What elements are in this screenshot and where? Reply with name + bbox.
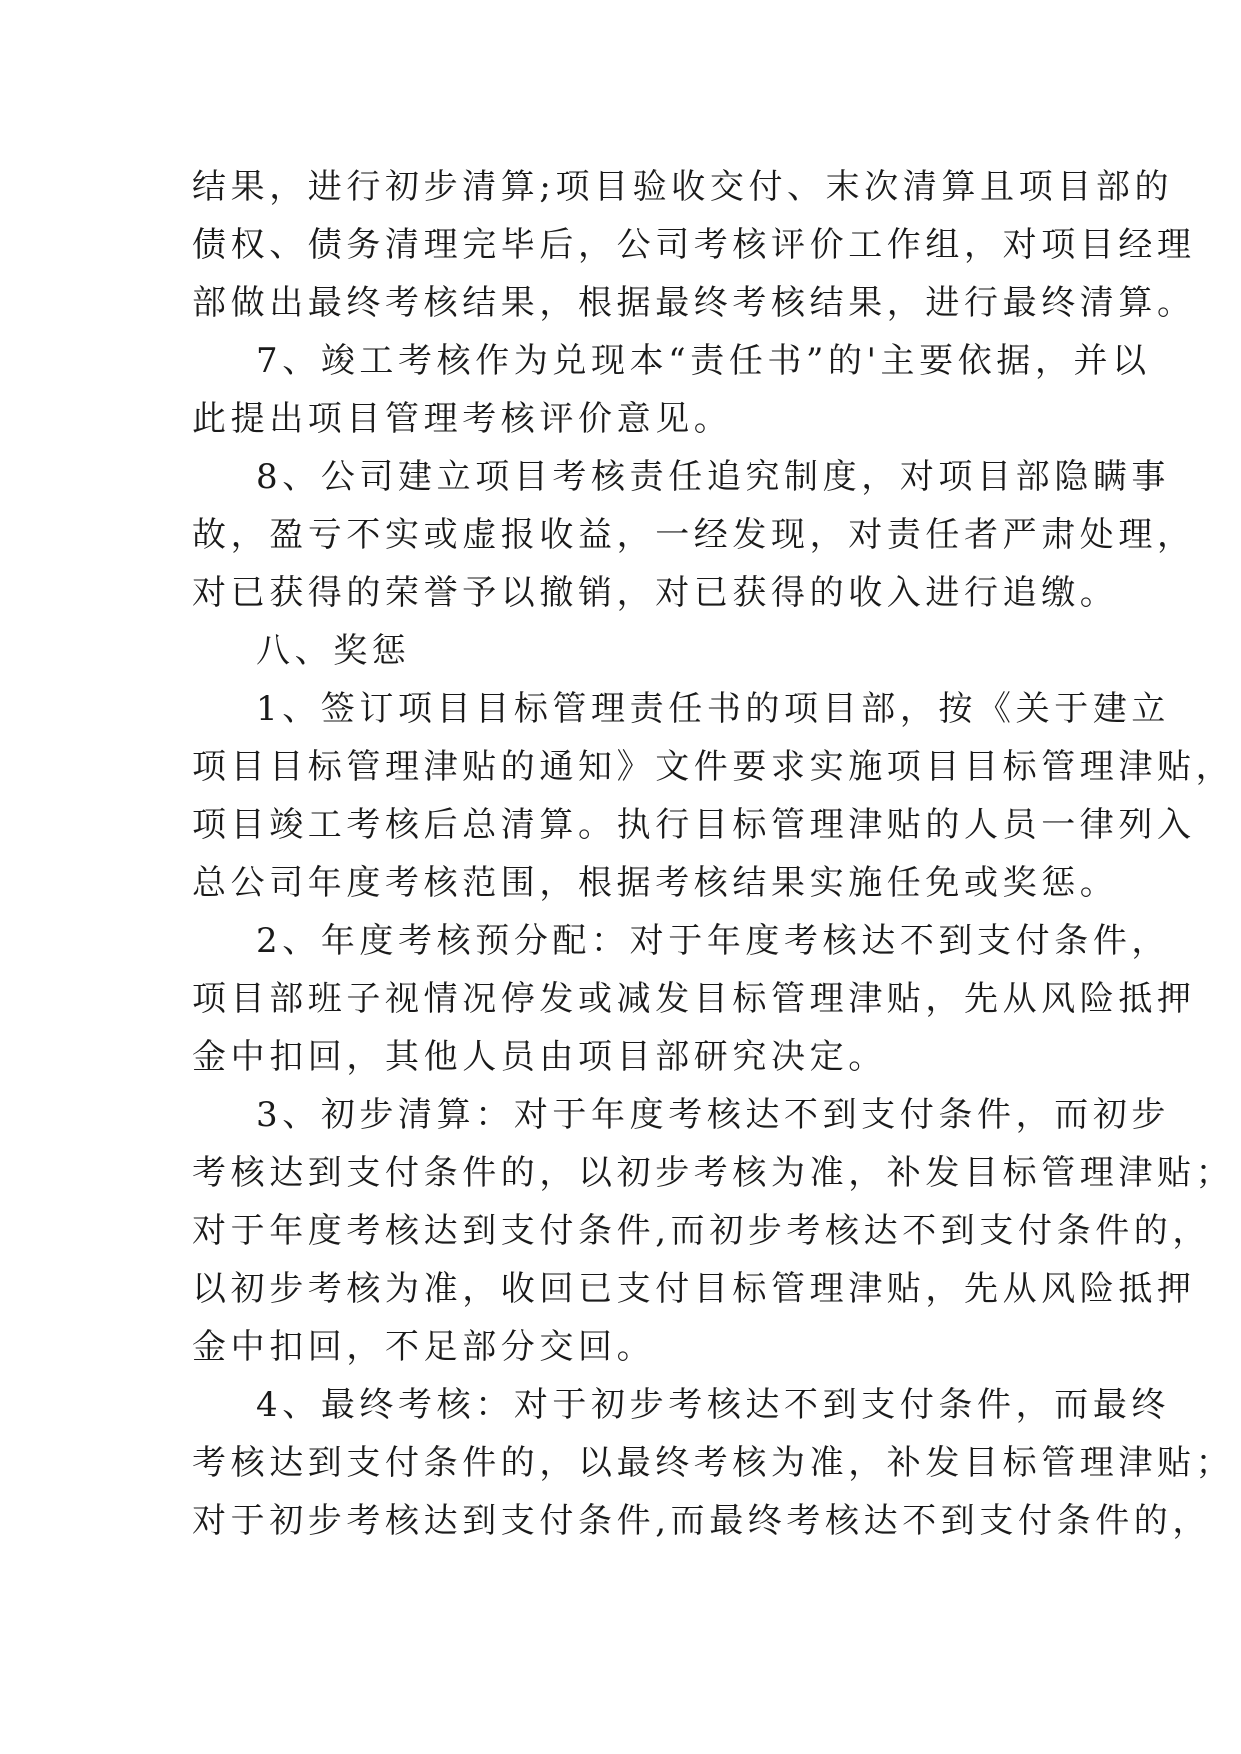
text-line: 对于初步考核达到支付条件,而最终考核达不到支付条件的，: [192, 1501, 1212, 1541]
text-line: 对于年度考核达到支付条件,而初步考核达不到支付条件的，: [192, 1211, 1212, 1251]
text-line: 以初步考核为准，收回已支付目标管理津贴，先从风险抵押: [192, 1269, 1196, 1309]
text-line: 故，盈亏不实或虚报收益，一经发现，对责任者严肃处理，: [192, 515, 1196, 555]
text-line: 金中扣回，其他人员由项目部研究决定。: [192, 1037, 887, 1077]
text-line: 债权、债务清理完毕后，公司考核评价工作组，对项目经理: [192, 225, 1196, 265]
text-line: 2、年度考核预分配：对于年度考核达不到支付条件，: [256, 921, 1171, 961]
text-line: 项目部班子视情况停发或减发目标管理津贴，先从风险抵押: [192, 979, 1196, 1019]
text-line: 考核达到支付条件的，以初步考核为准，补发目标管理津贴；: [192, 1153, 1235, 1193]
section-heading: 八、奖惩: [256, 631, 411, 671]
text-line: 此提出项目管理考核评价意见。: [192, 399, 733, 439]
text-line: 8、公司建立项目考核责任追究制度，对项目部隐瞒事: [256, 457, 1171, 497]
text-line: 考核达到支付条件的，以最终考核为准，补发目标管理津贴；: [192, 1443, 1235, 1483]
text-line: 1、签订项目目标管理责任书的项目部，按《关于建立: [256, 689, 1171, 729]
text-line: 总公司年度考核范围，根据考核结果实施任免或奖惩。: [192, 863, 1119, 903]
text-line: 项目竣工考核后总清算。执行目标管理津贴的人员一律列入: [192, 805, 1196, 845]
text-line: 对已获得的荣誉予以撤销，对已获得的收入进行追缴。: [192, 573, 1119, 613]
text-line: 3、初步清算：对于年度考核达不到支付条件，而初步: [256, 1095, 1171, 1135]
text-line: 结果，进行初步清算;项目验收交付、末次清算且项目部的: [192, 167, 1174, 207]
text-line: 4、最终考核：对于初步考核达不到支付条件，而最终: [256, 1385, 1171, 1425]
text-line: 7、竣工考核作为兑现本“责任书”的'主要依据，并以: [256, 341, 1151, 381]
text-line: 金中扣回，不足部分交回。: [192, 1327, 656, 1367]
text-line: 部做出最终考核结果，根据最终考核结果，进行最终清算。: [192, 283, 1196, 323]
text-line: 项目目标管理津贴的通知》文件要求实施项目目标管理津贴，: [192, 747, 1235, 787]
